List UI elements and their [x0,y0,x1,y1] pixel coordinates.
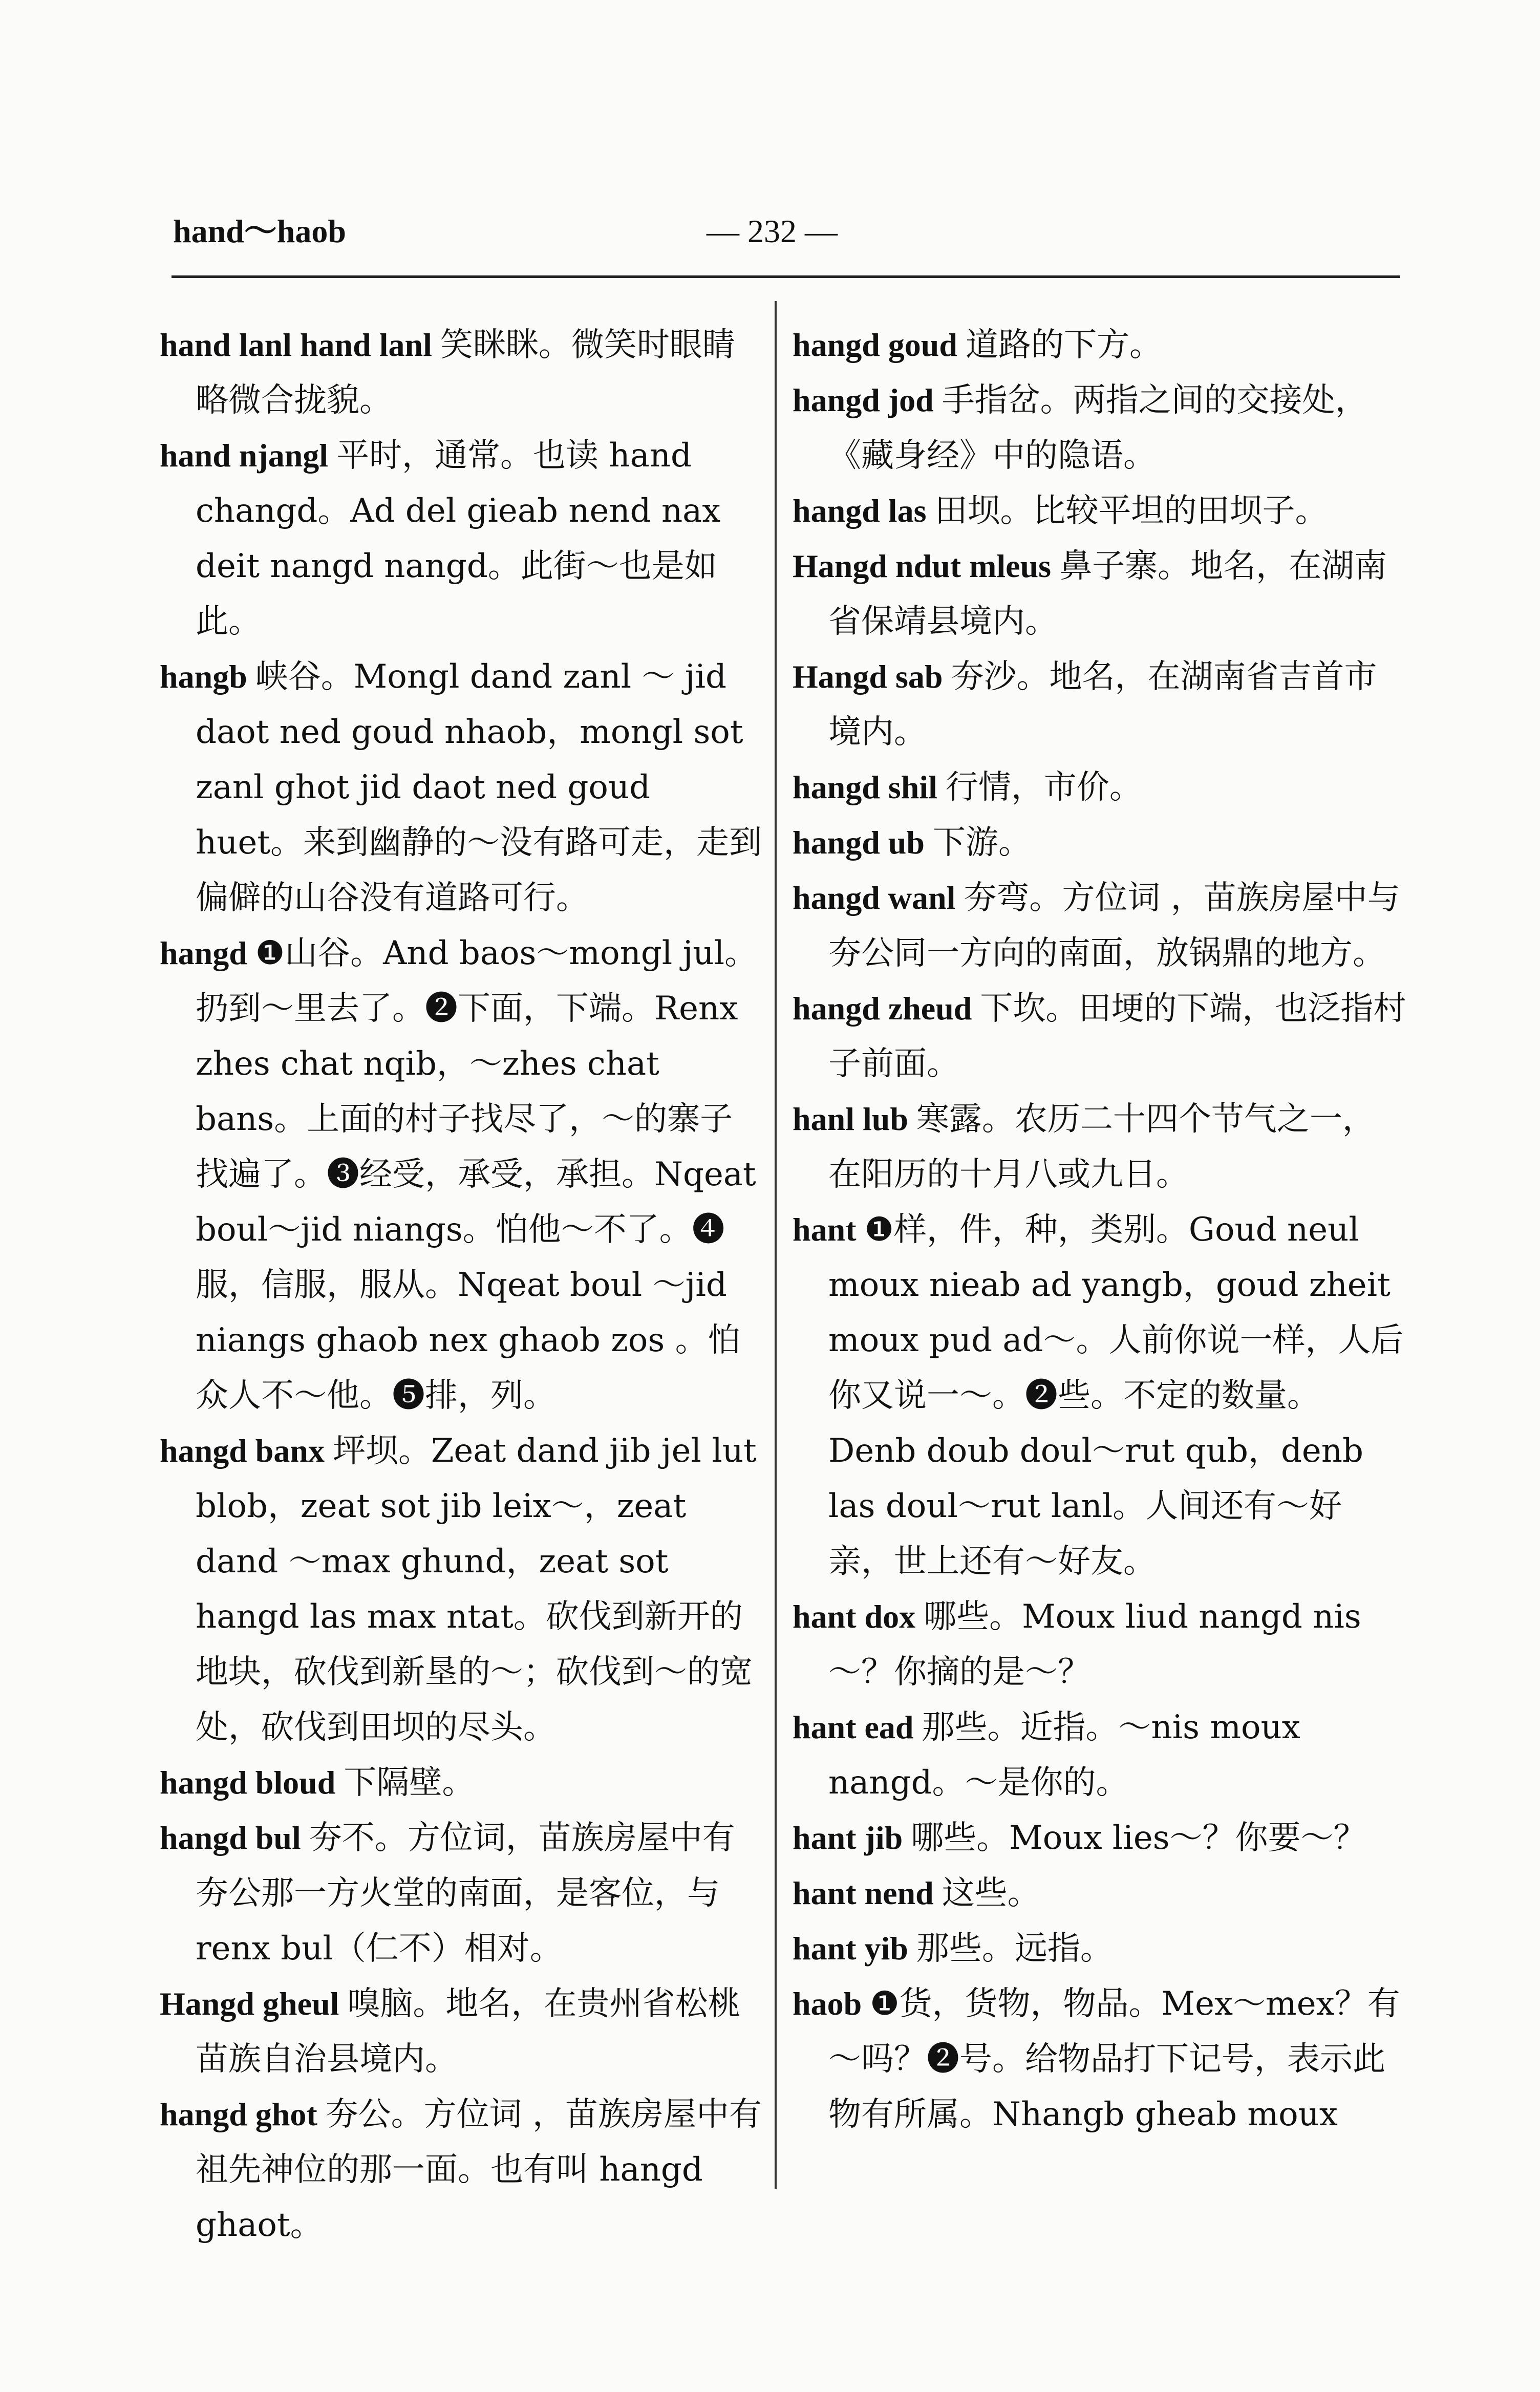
dictionary-entry [160,649,764,926]
dictionary-entry [793,1092,1407,1202]
dictionary-entry [793,317,1407,373]
entry-headword: hant ead [793,1709,914,1745]
entry-definition: 笑眯眯。微笑时眼睛略微合拢貌。 [196,326,735,419]
dictionary-entry [160,1976,764,2087]
entry-headword: hangd jod [793,382,934,418]
dictionary-entry [160,428,764,649]
entry-definition: 夯弯。方位词 ，苗族房屋中与夯公同一方向的南面，放锅鼎的地方。 [828,879,1400,972]
dictionary-entry [793,1866,1407,1921]
dictionary-entry [793,1700,1407,1810]
dictionary-entry [793,1976,1407,2142]
running-head: hand～haob [173,213,346,249]
entry-headword: hangd goud [793,327,957,363]
entry-definition: 夯沙。地名，在湖南省吉首市境内。 [828,658,1377,751]
entry-definition: ❶山谷。And baos～mongl jul。扔到～里去了。❷下面，下端。Renx zhes chat nqib，～zhes chat bans。上面的村子找尽了，～的寨子找遍了。❸经受，承受，承担。Nqeat boul～jid niangs。怕他～不了。❹服，信服，服从。Nqeat boul ～jid niangs ghaob nex ghaob zos 。怕众人不～他。❺排，列。 [196,934,758,1415]
dictionary-entry [793,1810,1407,1866]
dictionary-entry [160,1755,764,1810]
left-column [160,317,764,2253]
entry-headword: hangb [160,658,247,695]
entry-headword: hangd banx [160,1433,325,1469]
dictionary-entry [793,1589,1407,1700]
entry-definition: 嗅脑。地名，在贵州省松桃苗族自治县境内。 [196,1985,741,2078]
entry-headword: hangd bul [160,1820,301,1856]
entry-definition: 那些。近指。～nis moux nangd。～是你的。 [828,1708,1300,1802]
entry-definition: 哪些。Moux liud nangd nis ～？你摘的是～？ [828,1598,1361,1691]
entry-definition: 道路的下方。 [965,326,1162,364]
entry-definition: 鼻子寨。地名，在湖南省保靖县境内。 [828,547,1387,640]
entry-headword: Hangd gheul [160,1985,339,2022]
entry-headword: hant yib [793,1930,908,1967]
page-number: — 232 — [707,213,838,249]
dictionary-entry [793,539,1407,649]
entry-definition: 行情，市价。 [945,768,1142,806]
entry-headword: hangd shil [793,769,937,805]
right-column [793,317,1407,2142]
header-rule [172,275,1400,278]
entry-definition: 平时，通常。也读 hand changd。Ad del gieab nend nax deit nangd nangd。此街～也是如此。 [196,437,721,640]
dictionary-entry [793,483,1407,539]
entry-definition: 下坎。田埂的下端，也泛指村子前面。 [828,990,1406,1083]
entry-headword: Hangd ndut mleus [793,548,1052,584]
entry-headword: hangd [160,935,247,971]
entry-definition: 这些。 [942,1874,1040,1912]
entry-definition: ❶样，件，种，类别。Goud neul moux nieab ad yangb，goud zheit moux pud ad～。人前你说一样，人后你又说一～。❷些。不定的数量。Denb doub doul～rut qub，denb las doul～rut lanl。人间还有～好亲，世上还有～好友。 [828,1211,1404,1581]
entry-definition: 夯公。方位词 ，苗族房屋中有祖先神位的那一面。也有叫 hangd ghaot。 [196,2096,762,2244]
dictionary-entry [160,1423,764,1755]
dictionary-entry [160,926,764,1423]
entry-headword: hangd ub [793,824,925,861]
dictionary-entry [793,815,1407,870]
dictionary-entry [793,870,1407,981]
dictionary-entry [160,317,764,428]
entry-definition: 田坝。比较平坦的田坝子。 [934,492,1328,530]
dictionary-entry [160,2087,764,2253]
dictionary-entry [793,1202,1407,1589]
entry-definition: 手指岔。两指之间的交接处，《藏身经》中的隐语。 [828,381,1368,475]
entry-headword: hangd zheud [793,990,972,1027]
entry-headword: hangd las [793,493,927,529]
entry-headword: haob [793,1985,862,2022]
dictionary-entry [793,649,1407,760]
entry-headword: hand lanl hand lanl [160,327,432,363]
entry-headword: Hangd sab [793,658,943,695]
entry-headword: hangd ghot [160,2096,317,2132]
entry-definition: 哪些。Moux lies～？你要～？ [911,1819,1366,1857]
entry-definition: 夯不。方位词，苗族房屋中有夯公那一方火堂的南面，是客位，与 renx bul（仁不）相对。 [196,1819,735,1968]
entry-definition: 下游。 [932,824,1031,862]
dictionary-entry [793,981,1407,1092]
column-divider [775,301,777,2189]
entry-definition: 峡谷。Mongl dand zanl ～ jid daot ned goud nhaob，mongl sot zanl ghot jid daot ned goud huet。来到幽静的～没有路可走，走到偏僻的山谷没有道路可行。 [196,658,762,917]
entry-definition: 下隔壁。 [344,1764,475,1802]
entry-headword: hant dox [793,1598,916,1635]
entry-headword: hant [793,1211,857,1248]
entry-headword: hangd bloud [160,1764,336,1801]
dictionary-entry [160,1810,764,1976]
entry-definition: 坪坝。Zeat dand jib jel lut blob，zeat sot jib leix～，zeat dand ～max ghund，zeat sot hangd las max ntat。砍伐到新开的地块，砍伐到新垦的～；砍伐到～的宽处，砍伐到田坝的尽头。 [196,1432,757,1746]
entry-headword: hand njangl [160,437,329,474]
entry-definition: 那些。远指。 [916,1930,1113,1968]
entry-definition: ❶货，货物，物品。Mex～mex？有～吗？❷号。给物品打下记号，表示此物有所属。Nhangb gheab moux [828,1985,1400,2133]
entry-headword: hanl lub [793,1101,908,1137]
dictionary-entry [793,760,1407,815]
dictionary-entry [793,1921,1407,1976]
dictionary-entry [793,373,1407,483]
entry-headword: hant jib [793,1820,903,1856]
entry-headword: hant nend [793,1875,934,1911]
entry-headword: hangd wanl [793,880,956,916]
entry-definition: 寒露。农历二十四个节气之一，在阳历的十月八或九日。 [828,1100,1375,1193]
